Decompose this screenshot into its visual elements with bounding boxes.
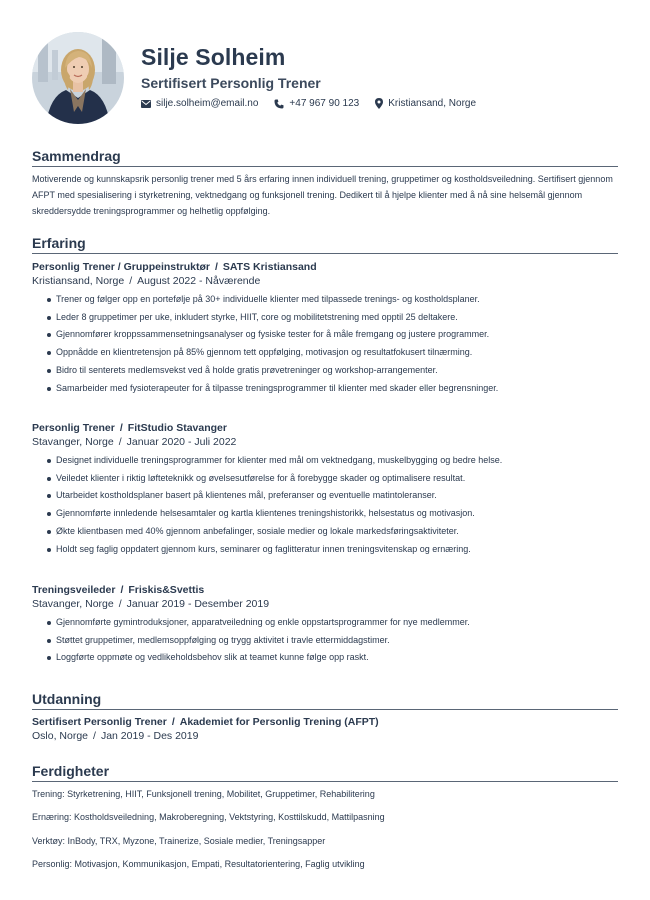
contact-email[interactable]	[141, 98, 258, 109]
experience-heading: Erfaring	[32, 235, 618, 254]
contact-location	[375, 98, 476, 109]
bullet-item: Oppnådde en klientretensjon på 85% gjennom tett oppfølging, motivasjon og resultatfokusert tilnærming.	[47, 344, 618, 362]
job-place: Stavanger, Norge	[32, 598, 114, 610]
location-text: Kristiansand, Norge	[388, 98, 477, 109]
profile-photo-image	[32, 32, 124, 124]
job-place: Kristiansand, Norge	[32, 275, 125, 287]
job-period: Januar 2019 - Desember 2019	[126, 598, 270, 610]
education-heading: Utdanning	[32, 691, 618, 710]
location-pin-icon	[375, 98, 383, 109]
education-place: Oslo, Norge	[32, 730, 89, 742]
education-title-line: Sertifisert Personlig Trener / Akademiet for Personlig Trening (AFPT)	[32, 716, 379, 728]
skill-line: Ernæring: Kostholdsveiledning, Makroberegning, Vektstyring, Kosttilskudd, Mattilpasning	[32, 812, 385, 822]
education-period: Jan 2019 - Des 2019	[100, 730, 199, 742]
job-entry	[32, 422, 618, 558]
contact-phone[interactable]	[274, 98, 359, 109]
job-company: FitStudio Stavanger	[127, 422, 227, 434]
job-bullets	[32, 291, 618, 397]
job-entry	[32, 261, 618, 397]
profile-photo	[32, 32, 124, 124]
bullet-item: Trener og følger opp en portefølje på 30+ individuelle klienter med tilpassede trenings- og kostholdsplaner.	[47, 291, 618, 309]
job-place: Stavanger, Norge	[32, 436, 114, 448]
bullet-item: Designet individuelle treningsprogrammer for klienter med mål om vektnedgang, muskelbygging og bedre helse.	[47, 452, 618, 470]
skills-section	[32, 763, 618, 883]
bullet-item: Loggførte oppmøte og vedlikeholdsbehov slik at teamet kunne følge opp raskt.	[47, 649, 618, 667]
education-section	[32, 691, 618, 710]
job-title-line: Personlig Trener / FitStudio Stavanger	[32, 422, 227, 434]
job-meta-line: Kristiansand, Norge / August 2022 - Nåværende	[32, 275, 261, 287]
job-title-line: Personlig Trener / Gruppeinstruktør / SATS Kristiansand	[32, 261, 317, 273]
mail-icon	[141, 100, 151, 108]
email-text: silje.solheim@email.no	[156, 98, 259, 109]
job-role: Personlig Trener	[32, 422, 115, 434]
job-bullets	[32, 452, 618, 558]
job-meta-line: Stavanger, Norge / Januar 2020 - Juli 2022	[32, 436, 237, 448]
bullet-item: Veiledet klienter i riktig løfteteknikk og øvelsesutførelse for å forebygge skader og optimalisere resultat.	[47, 470, 618, 488]
education-school: Akademiet for Personlig Trening (AFPT)	[179, 716, 379, 728]
phone-text: +47 967 90 123	[289, 98, 360, 109]
bullet-item: Holdt seg faglig oppdatert gjennom kurs, seminarer og faglitteratur innen treningsvitenskap og ernæring.	[47, 541, 618, 559]
phone-icon	[274, 99, 284, 109]
candidate-name: Silje Solheim	[141, 44, 286, 70]
candidate-title: Sertifisert Personlig Trener	[141, 75, 321, 91]
job-role: Personlig Trener / Gruppeinstruktør	[32, 261, 210, 273]
bullet-item: Gjennomførte innledende helsesamtaler og kartla klientenes treningshistorikk, helsestatus og motivasjon.	[47, 505, 618, 523]
summary-text: Motiverende og kunnskapsrik personlig trener med 5 års erfaring innen individuell trening, gruppetimer og kostholdsveiledning. Sertifisert gjennom AFPT med spesialisering i styrketrening, vektnedgang og funksjonell trening. Dedikert til å hjelpe klienter med å nå sine helsemål gjennom skreddersydde treningsprogrammer og helhetlig oppfølging.	[32, 174, 613, 216]
job-role: Treningsveileder	[32, 584, 116, 596]
job-bullets	[32, 614, 618, 667]
job-title-line: Treningsveileder / Friskis&Svettis	[32, 584, 205, 596]
summary-section	[32, 148, 618, 219]
education-entry	[32, 716, 618, 742]
summary-heading: Sammendrag	[32, 148, 618, 167]
bullet-item: Gjennomfører kroppssammensetningsanalyser og fysiske tester for å måle fremgang og justere programmer.	[47, 326, 618, 344]
bullet-item: Bidro til senterets medlemsvekst ved å holde gratis prøvetreninger og workshop-arrangementer.	[47, 362, 618, 380]
job-entry	[32, 584, 618, 667]
education-meta-line: Oslo, Norge / Jan 2019 - Des 2019	[32, 730, 199, 742]
skill-line: Verktøy: InBody, TRX, Myzone, Trainerize, Sosiale medier, Treningsapper	[32, 836, 326, 846]
job-period: August 2022 - Nåværende	[137, 275, 261, 287]
job-period: Januar 2020 - Juli 2022	[126, 436, 237, 448]
bullet-item: Støttet gruppetimer, medlemsoppfølging og trygg aktivitet i travle ettermiddagstimer.	[47, 632, 618, 650]
contact-row	[141, 98, 492, 109]
bullet-item: Økte klientbasen med 40% gjennom anbefalinger, sosiale medier og lokale markedsføringsaktiviteter.	[47, 523, 618, 541]
skills-heading: Ferdigheter	[32, 763, 618, 782]
experience-section	[32, 235, 618, 254]
job-company: Friskis&Svettis	[128, 584, 205, 596]
skill-line: Trening: Styrketrening, HIIT, Funksjonell trening, Mobilitet, Gruppetimer, Rehabilitering	[32, 789, 375, 799]
bullet-item: Utarbeidet kostholdsplaner basert på klientenes mål, preferanser og eventuelle matintoleranser.	[47, 487, 618, 505]
job-meta-line: Stavanger, Norge / Januar 2019 - Desember 2019	[32, 598, 270, 610]
job-company: SATS Kristiansand	[222, 261, 317, 273]
education-degree: Sertifisert Personlig Trener	[32, 716, 167, 728]
bullet-item: Leder 8 gruppetimer per uke, inkludert styrke, HIIT, core og mobilitetstrening med opptil 25 deltakere.	[47, 309, 618, 327]
bullet-item: Gjennomførte gymintroduksjoner, apparatveiledning og enkle oppstartsprogrammer for nye medlemmer.	[47, 614, 618, 632]
skill-line: Personlig: Motivasjon, Kommunikasjon, Empati, Resultatorientering, Faglig utvikling	[32, 859, 365, 869]
bullet-item: Samarbeider med fysioterapeuter for å tilpasse treningsprogrammer til klienter med skader eller begrensninger.	[47, 380, 618, 398]
